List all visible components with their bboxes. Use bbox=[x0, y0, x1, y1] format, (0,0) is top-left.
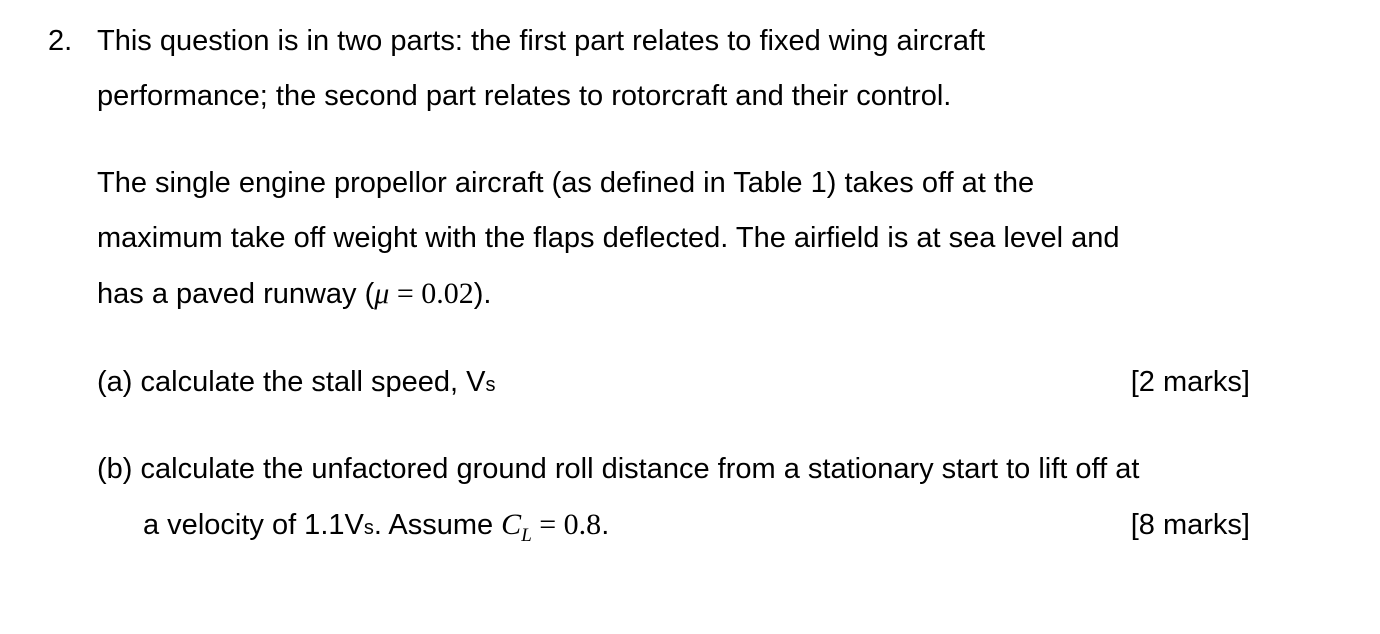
intro-line-1: This question is in two parts: the first part relates to fixed wing aircraft bbox=[97, 25, 986, 57]
part-a-subscript: s bbox=[485, 374, 496, 396]
part-b-line-2 bbox=[143, 507, 609, 554]
paragraph-line-2: maximum take off weight with the flaps deflected. The airfield is at sea level and bbox=[97, 222, 1120, 254]
paragraph-line-3-end: ). bbox=[473, 278, 492, 310]
lift-coefficient-equation bbox=[501, 508, 602, 546]
paragraph-line-3-text: has a paved runway ( bbox=[97, 278, 375, 310]
part-b-marks: [8 marks] bbox=[1130, 509, 1250, 541]
part-a-text: (a) calculate the stall speed, V bbox=[97, 366, 486, 398]
friction-equation bbox=[374, 277, 473, 310]
part-b-line-2-text: a velocity of 1.1V bbox=[143, 509, 364, 541]
lift-coefficient-subscript: L bbox=[521, 525, 532, 546]
mu-symbol: μ bbox=[374, 277, 390, 310]
paragraph-line-3 bbox=[97, 276, 491, 312]
part-b-line-2-mid: . Assume bbox=[373, 509, 502, 541]
lift-coefficient-value: = 0.8 bbox=[531, 508, 602, 541]
intro-line-2: performance; the second part relates to rotorcraft and their control. bbox=[97, 80, 952, 112]
paragraph-line-1: The single engine propellor aircraft (as defined in Table 1) takes off at the bbox=[97, 167, 1035, 199]
lift-coefficient-symbol: C bbox=[501, 508, 522, 541]
question-number: 2. bbox=[48, 25, 73, 57]
part-b-line-2-end: . bbox=[601, 509, 610, 541]
mu-value: = 0.02 bbox=[389, 277, 474, 310]
part-b-line-1: (b) calculate the unfactored ground roll distance from a stationary start to lift off at bbox=[97, 453, 1140, 485]
part-b-subscript: s bbox=[363, 517, 374, 539]
part-a-question bbox=[97, 364, 495, 403]
part-a-marks: [2 marks] bbox=[1130, 366, 1250, 398]
